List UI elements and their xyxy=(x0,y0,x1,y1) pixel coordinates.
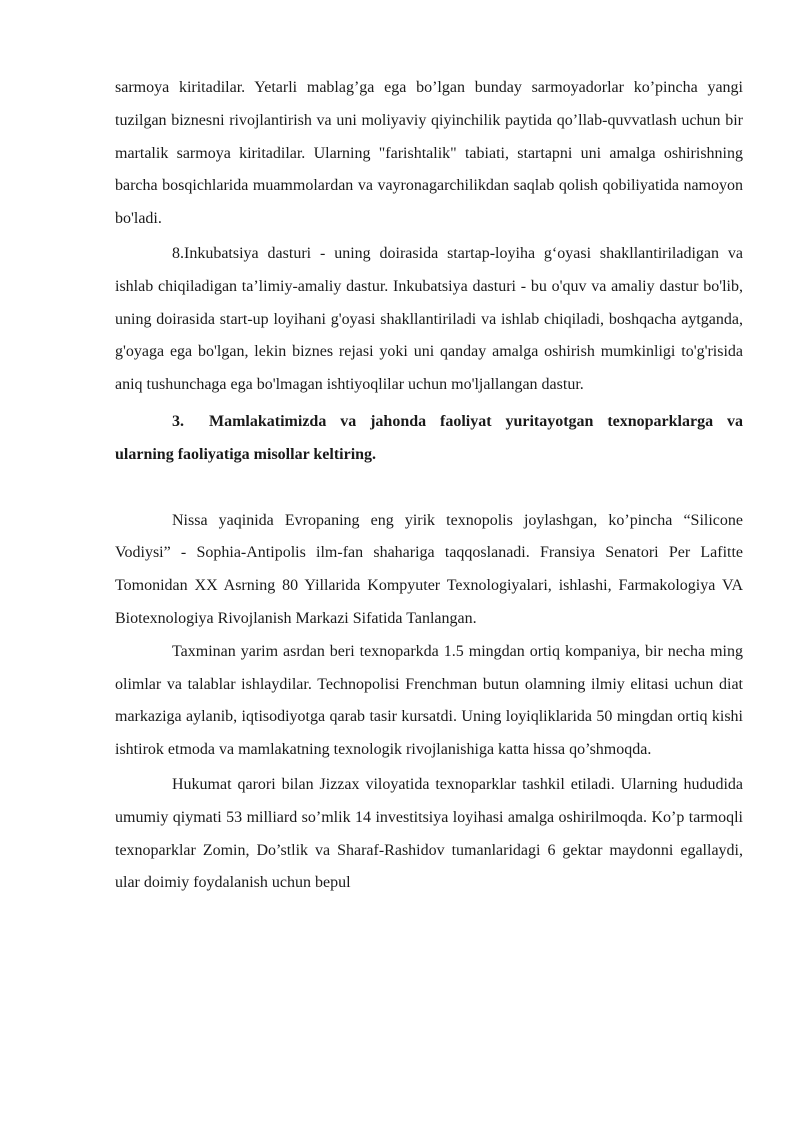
section-heading-text: Mamlakatimizda va jahonda faoliyat yuritayotgan texnoparklarga va ularning faoliyatiga misollar keltiring. xyxy=(115,412,743,463)
document-page xyxy=(115,72,743,900)
paragraph-sophia-antipolis: Nissa yaqinida Evropaning eng yirik texnopolis joylashgan, ko’pincha “Silicone Vodiysi” - Sophia-Antipolis ilm-fan shahariga taqqoslanadi. Fransiya Senatori Per Lafitte Tomonidan XX Asrning 80 Yillarida Kompyuter Texnologiyalari, ishlashi, Farmakologiya VA Biotexnologiya Rivojlanish Markazi Sifatida Tanlangan. xyxy=(115,511,743,627)
paragraph-technopolis-companies: Taxminan yarim asrdan beri texnoparkda 1.5 mingdan ortiq kompaniya, bir necha ming olimlar va talablar ishlaydilar. Technopolisi Frenchman butun olamning ilmiy elitasi uchun diat markaziga aylanib, iqtisodiyotga qarab tasir kursatdi. Uning loyiqliklarida 50 mingdan ortiq kishi ishtirok etmoda va mamlakatning texnologik rivojlanishiga katta hissa qo’shmoqda. xyxy=(115,642,743,759)
blank-line xyxy=(115,472,743,505)
section-heading xyxy=(115,406,743,472)
paragraph-jizzax-technoparks: Hukumat qarori bilan Jizzax viloyatida texnoparklar tashkil etiladi. Ularning hududida umumiy qiymati 53 milliard so’mlik 14 investitsiya loyihasi amalga oshirilmoqda. Ko’p tarmoqli texnoparklar Zomin, Do’stlik va Sharaf-Rashidov tumanlaridagi 6 gektar maydonni egallaydi, ular doimiy foydalanish uchun bepul xyxy=(115,775,743,892)
section-heading-number: 3. xyxy=(172,412,184,430)
paragraph-continuation: sarmoya kiritadilar. Yetarli mablag’ga ega bo’lgan bunday sarmoyadorlar ko’pincha yangi tuzilgan biznesni rivojlantirish va uni moliyaviy qiyinchilik paytida qo’llab-quvvatlash uchun bir martalik sarmoya kiritadilar. Ularning "farishtalik" tabiati, startapni uni amalga oshirishning barcha bosqichlarida muammolardan va vayronagarchilikdan saqlab qolish qobiliyatida namoyon bo'ladi. xyxy=(115,79,743,228)
paragraph-incubation-program: 8.Inkubatsiya dasturi - uning doirasida startap-loyiha g‘oyasi shakllantiriladigan va ishlab chiqiladigan ta’limiy-amaliy dastur. Inkubatsiya dasturi - bu o'quv va amaliy dastur bo'lib, uning doirasida start-up loyihani g'oyasi shakllantiriladi va ishlab chiqiladi, boshqacha aytganda, g'oyaga ega bo'lgan, lekin biznes rejasi yoki uni qanday amalga oshirish mumkinligi to'g'risida aniq tushunchaga ega bo'lmagan ishtiyoqlilar uchun mo'ljallangan dastur. xyxy=(115,244,743,394)
